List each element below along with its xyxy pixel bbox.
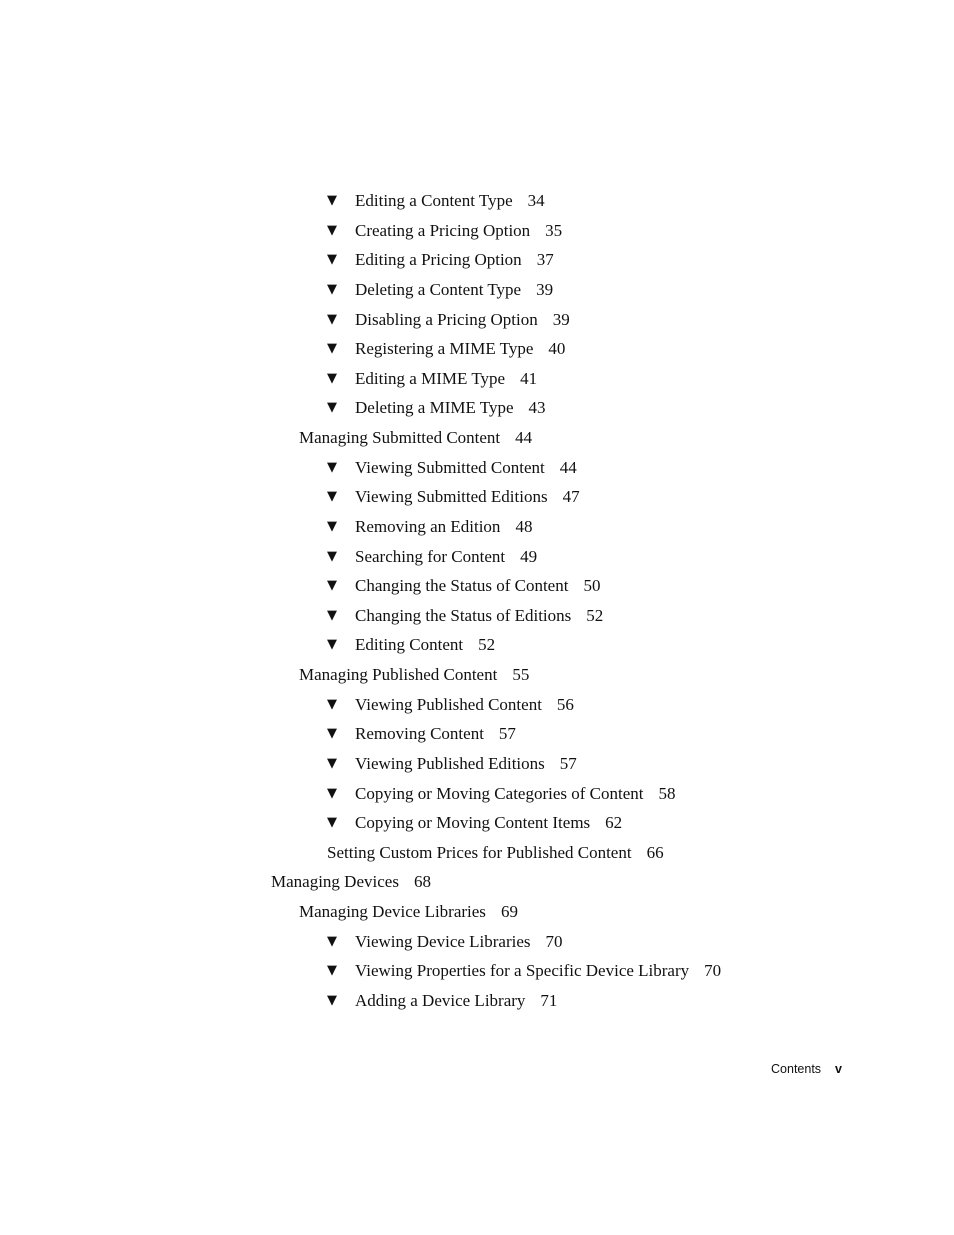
toc-entry[interactable] — [0, 601, 954, 631]
toc-entry[interactable] — [0, 245, 954, 275]
toc-entry-text — [355, 630, 495, 660]
toc-entry[interactable] — [0, 216, 954, 246]
toc-entry[interactable] — [0, 305, 954, 335]
toc-entry-page-number: 52 — [478, 635, 496, 655]
toc-entry-title: Editing a MIME Type — [355, 368, 506, 388]
triangle-bullet-icon: ▼ — [327, 518, 337, 534]
toc-entry-page-number: 62 — [605, 813, 623, 833]
toc-entry[interactable] — [0, 956, 954, 986]
toc-entry-text — [355, 808, 622, 838]
toc-entry-page-number: 57 — [559, 753, 577, 773]
toc-entry-text — [355, 719, 516, 749]
toc-entry[interactable] — [0, 779, 954, 809]
triangle-bullet-icon: ▼ — [327, 755, 337, 771]
toc-entry-page-number: 69 — [500, 902, 518, 921]
toc-entry[interactable] — [0, 186, 954, 216]
toc-entry-page-number: 56 — [556, 694, 574, 714]
toc-entry[interactable] — [0, 690, 954, 720]
triangle-bullet-icon: ▼ — [327, 785, 337, 801]
toc-entry-text — [355, 275, 553, 305]
triangle-bullet-icon: ▼ — [327, 963, 337, 979]
toc-entry-page-number: 70 — [545, 931, 563, 951]
toc-entry-title: Editing a Pricing Option — [355, 250, 522, 270]
toc-entry-title: Viewing Published Editions — [355, 753, 545, 773]
toc-entry-text — [355, 482, 580, 512]
toc-entry-title: Copying or Moving Categories of Content — [355, 783, 644, 803]
triangle-bullet-icon: ▼ — [327, 992, 337, 1008]
toc-entry-title: Setting Custom Prices for Published Content — [327, 842, 632, 862]
toc-entry-text — [355, 986, 557, 1016]
toc-entry[interactable] — [0, 542, 954, 572]
toc-entry-page-number: 50 — [583, 576, 601, 596]
toc-entry-text — [355, 956, 721, 986]
toc-entry-text — [355, 927, 563, 957]
triangle-bullet-icon: ▼ — [327, 548, 337, 564]
toc-entry-title: Searching for Content — [355, 546, 506, 566]
toc-entry-page-number: 44 — [559, 457, 577, 477]
toc-entry[interactable] — [0, 927, 954, 957]
triangle-bullet-icon: ▼ — [327, 459, 337, 475]
toc-entry-page-number: 52 — [586, 605, 604, 625]
toc-entry-page-number: 66 — [646, 842, 664, 862]
triangle-bullet-icon: ▼ — [327, 815, 337, 831]
toc-entry[interactable] — [0, 482, 954, 512]
toc-entry-text — [299, 423, 532, 453]
toc-entry[interactable] — [0, 423, 954, 453]
triangle-bullet-icon: ▼ — [327, 370, 337, 386]
toc-entry-title: Viewing Device Libraries — [355, 931, 531, 951]
toc-entry-page-number: 37 — [536, 250, 554, 270]
toc-entry-title: Deleting a Content Type — [355, 279, 522, 299]
toc-entry-text — [299, 897, 518, 927]
toc-entry-title: Removing an Edition — [355, 516, 501, 536]
toc-entry-page-number: 49 — [520, 546, 538, 566]
toc-entry-page-number: 70 — [704, 961, 722, 981]
toc-entry-title: Registering a MIME Type — [355, 339, 534, 359]
toc-entry-text — [355, 453, 577, 483]
toc-entry-title: Viewing Published Content — [355, 694, 542, 714]
toc-entry[interactable] — [0, 838, 954, 868]
toc-entry-text — [355, 245, 554, 275]
page-footer — [771, 1062, 842, 1076]
toc-entry-text — [355, 334, 565, 364]
toc-entry-title: Disabling a Pricing Option — [355, 309, 538, 329]
toc-entry-title: Managing Device Libraries — [299, 902, 486, 921]
toc-entry[interactable] — [0, 453, 954, 483]
toc-entry-text — [327, 838, 664, 868]
toc-entry[interactable] — [0, 364, 954, 394]
toc-entry-text — [355, 749, 577, 779]
toc-entry-title: Managing Published Content — [299, 665, 498, 684]
toc-entry-page-number: 48 — [515, 516, 533, 536]
toc-entry[interactable] — [0, 512, 954, 542]
toc-entry-text — [355, 571, 600, 601]
toc-entry-text — [299, 660, 529, 690]
toc-entry-page-number: 58 — [658, 783, 676, 803]
footer-label: Contents — [771, 1062, 822, 1076]
toc-entry-page-number: 47 — [562, 487, 580, 507]
footer-page-number: v — [835, 1062, 842, 1076]
toc-entry-page-number: 35 — [545, 220, 563, 240]
triangle-bullet-icon: ▼ — [327, 726, 337, 742]
toc-entry[interactable] — [0, 719, 954, 749]
toc-entry-title: Editing a Content Type — [355, 191, 513, 210]
toc-entry-title: Creating a Pricing Option — [355, 220, 531, 240]
toc-entry-title: Managing Submitted Content — [299, 428, 501, 447]
toc-entry-text — [355, 542, 537, 572]
toc-entry-title: Viewing Properties for a Specific Device Library — [355, 961, 690, 981]
toc-entry-page-number: 40 — [548, 339, 566, 359]
triangle-bullet-icon: ▼ — [327, 193, 337, 208]
toc-entry-text — [355, 393, 546, 423]
toc-entry[interactable] — [0, 334, 954, 364]
triangle-bullet-icon: ▼ — [327, 341, 337, 357]
toc-entry-page-number: 55 — [512, 665, 530, 684]
toc-entry-title: Editing Content — [355, 635, 464, 655]
toc-entry-text — [355, 690, 574, 720]
toc-entry[interactable] — [0, 275, 954, 305]
toc-entry[interactable] — [0, 986, 954, 1016]
triangle-bullet-icon: ▼ — [327, 400, 337, 416]
toc-entry-title: Deleting a MIME Type — [355, 398, 514, 418]
toc-entry-text — [355, 305, 570, 335]
toc-entry-title: Changing the Status of Editions — [355, 605, 572, 625]
toc-entry-text — [355, 216, 562, 246]
triangle-bullet-icon: ▼ — [327, 933, 337, 949]
toc-entry[interactable] — [0, 660, 954, 690]
triangle-bullet-icon: ▼ — [327, 281, 337, 297]
toc-entry[interactable] — [0, 571, 954, 601]
toc-entry-text — [355, 601, 603, 631]
triangle-bullet-icon: ▼ — [327, 311, 337, 327]
toc-entry-text — [355, 186, 545, 216]
toc-entry-text — [355, 512, 532, 542]
toc-entry[interactable] — [0, 393, 954, 423]
table-of-contents — [0, 186, 954, 1016]
toc-entry-text — [355, 779, 676, 809]
toc-entry-title: Managing Devices — [271, 872, 399, 892]
toc-entry[interactable] — [0, 808, 954, 838]
toc-entry-page-number: 57 — [498, 724, 516, 744]
triangle-bullet-icon: ▼ — [327, 637, 337, 653]
toc-entry-title: Adding a Device Library — [355, 990, 526, 1010]
toc-entry-page-number: 39 — [552, 309, 570, 329]
toc-entry-page-number: 71 — [540, 990, 558, 1010]
toc-entry-title: Changing the Status of Content — [355, 576, 569, 596]
toc-entry[interactable] — [0, 630, 954, 660]
toc-entry[interactable] — [0, 749, 954, 779]
toc-entry-page-number: 39 — [536, 279, 554, 299]
triangle-bullet-icon: ▼ — [327, 489, 337, 505]
toc-entry[interactable] — [0, 897, 954, 927]
toc-entry-text — [355, 364, 537, 394]
toc-entry-page-number: 44 — [515, 428, 533, 447]
toc-entry-page-number: 34 — [527, 191, 545, 210]
toc-entry-title: Copying or Moving Content Items — [355, 813, 591, 833]
triangle-bullet-icon: ▼ — [327, 578, 337, 594]
toc-entry-page-number: 41 — [520, 368, 538, 388]
triangle-bullet-icon: ▼ — [327, 696, 337, 712]
toc-entry-title: Removing Content — [355, 724, 484, 744]
toc-entry-title: Viewing Submitted Editions — [355, 487, 548, 507]
toc-entry-page-number: 68 — [413, 872, 431, 892]
triangle-bullet-icon: ▼ — [327, 222, 337, 238]
triangle-bullet-icon: ▼ — [327, 607, 337, 623]
toc-entry[interactable] — [0, 867, 954, 897]
toc-entry-text — [271, 867, 431, 897]
toc-entry-page-number: 43 — [528, 398, 546, 418]
triangle-bullet-icon: ▼ — [327, 252, 337, 268]
toc-entry-title: Viewing Submitted Content — [355, 457, 545, 477]
